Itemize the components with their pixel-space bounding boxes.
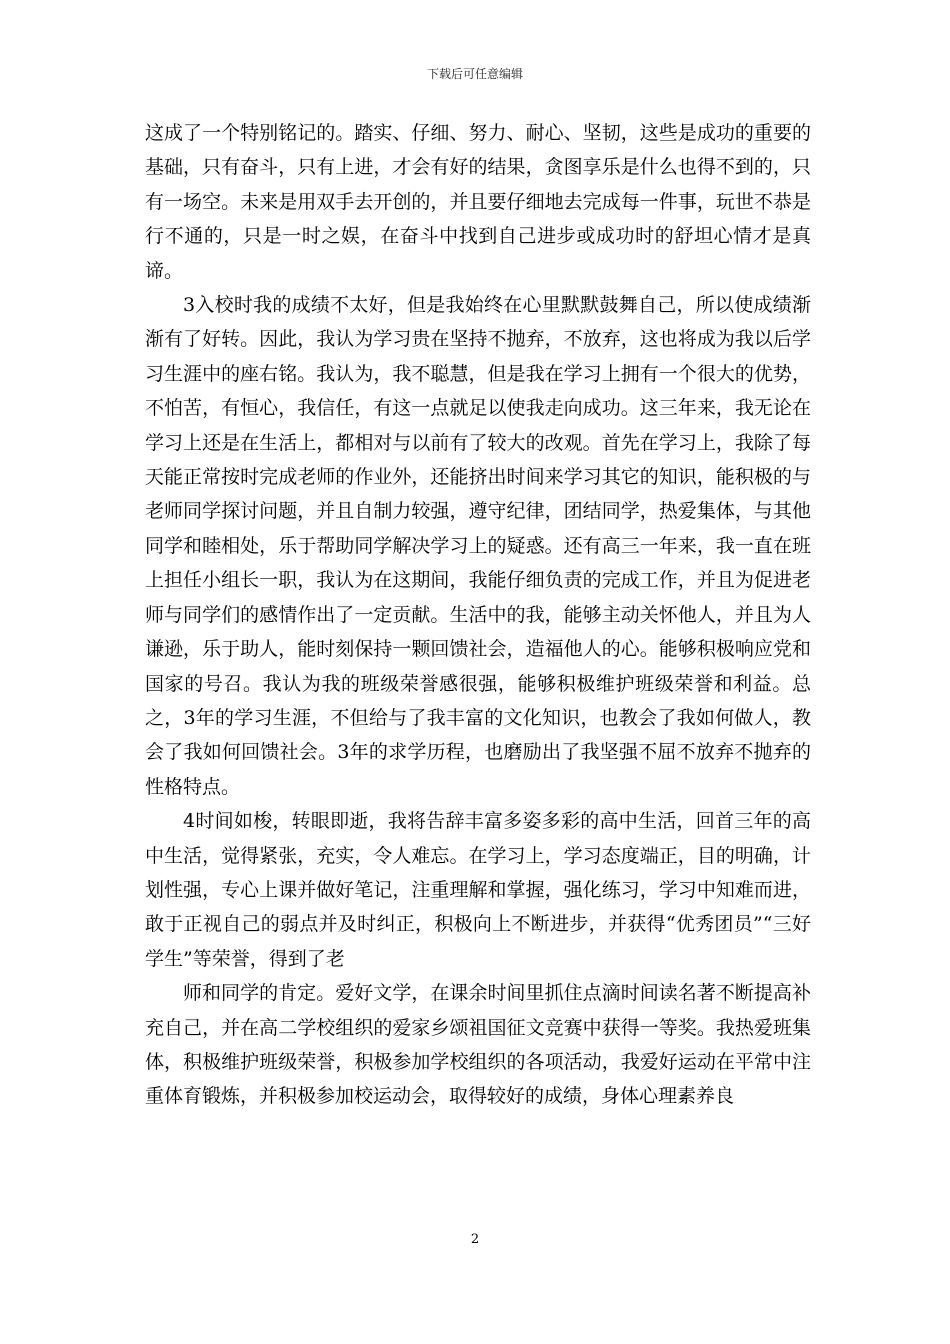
page-header: 下载后可任意编辑 (426, 67, 523, 81)
document-body (145, 116, 811, 1114)
paragraph-1: 这成了一个特别铭记的。踏实、仔细、努力、耐心、坚韧，这些是成功的重要的基础，只有奋斗，只有上进，才会有好的结果，贪图享乐是什么也得不到的，只有一场空。未来是用双手去开创的，并且要仔细地去完成每一件事，玩世不恭是行不通的，只是一时之娱，在奋斗中找到自己进步或成功时的舒坦心情才是真谛。 (145, 122, 811, 282)
page-number: 2 (470, 1232, 480, 1247)
paragraph-2: 3入校时我的成绩不太好，但是我始终在心里默默鼓舞自己，所以使成绩渐渐有了好转。因此，我认为学习贵在坚持不抛弃，不放弃，这也将成为我以后学习生涯中的座右铭。我认为，我不聪慧，但是我在学习上拥有一个很大的优势，不怕苦，有恒心，我信任，有这一点就足以使我走向成功。这三年来，我无论在学习上还是在生活上，都相对与以前有了较大的改观。首先在学习上，我除了每天能正常按时完成老师的作业外，还能挤出时间来学习其它的知识，能积极的与老师同学探讨问题，并且自制力较强，遵守纪律，团结同学，热爱集体，与其他同学和睦相处，乐于帮助同学解决学习上的疑惑。还有高三一年来，我一直在班上担任小组长一职，我认为在这期间，我能仔细负责的完成工作，并且为促进老师与同学们的感情作出了一定贡献。生活中的我，能够主动关怀他人，并且为人谦逊，乐于助人，能时刻保持一颗回馈社会，造福他人的心。能够积极响应党和国家的号召。我认为我的班级荣誉感很强，能够积极维护班级荣誉和利益。总之，3年的学习生涯，不但给与了我丰富的文化知识，也教会了我如何做人，教会了我如何回馈社会。3年的求学历程，也磨励出了我坚强不屈不放弃不抛弃的性格特点。 (145, 294, 811, 798)
paragraph-3: 4时间如梭，转眼即逝，我将告辞丰富多姿多彩的高中生活，回首三年的高中生活，觉得紧张，充实，令人难忘。在学习上，学习态度端正，目的明确，计划性强，专心上课并做好笔记，注重理解和掌握，强化练习，学习中知难而进，敢于正视自己的弱点并及时纠正，积极向上不断进步，并获得“优秀团员”“三好学生”等荣誉，得到了老 (145, 810, 811, 970)
paragraph-4: 师和同学的肯定。爱好文学，在课余时间里抓住点滴时间读名著不断提高补充自己，并在高二学校组织的爱家乡颂祖国征文竞赛中获得一等奖。我热爱班集体，积极维护班级荣誉，积极参加学校组织的各项活动，我爱好运动在平常中注重体育锻炼，并积极参加校运动会，取得较好的成绩，身体心理素养良 (145, 982, 811, 1108)
